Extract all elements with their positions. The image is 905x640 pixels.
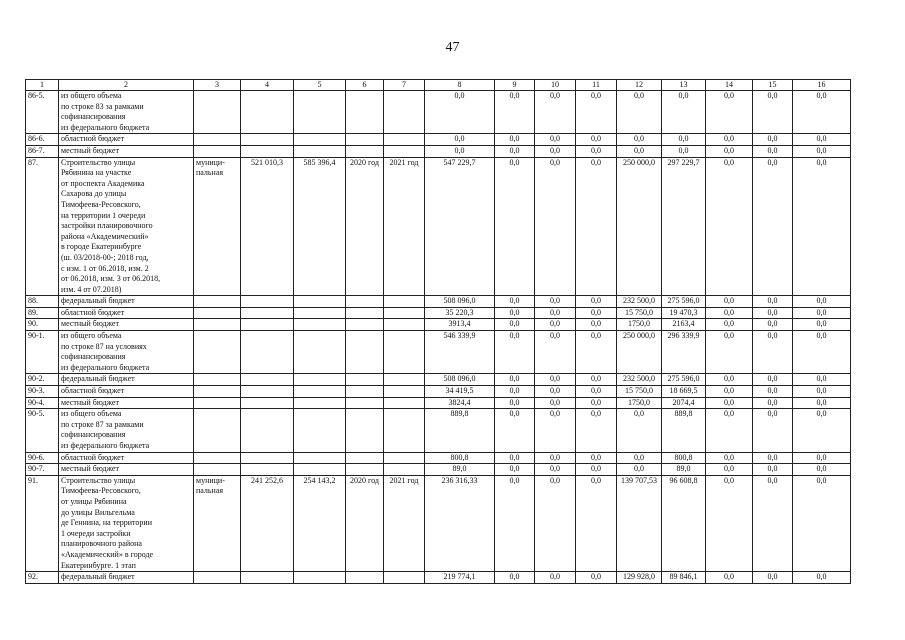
amount-col9: 0,0 bbox=[495, 572, 535, 584]
estimated-cost-current bbox=[294, 91, 346, 134]
estimated-cost bbox=[241, 397, 294, 409]
amount-col10: 0,0 bbox=[535, 397, 576, 409]
estimated-cost-current bbox=[294, 397, 346, 409]
total-amount: 889,8 bbox=[425, 409, 495, 452]
amount-col10: 0,0 bbox=[535, 91, 576, 134]
amount-col11: 0,0 bbox=[576, 386, 617, 398]
amount-col14: 0,0 bbox=[706, 307, 753, 319]
amount-col15: 0,0 bbox=[753, 296, 793, 308]
column-number: 12 bbox=[617, 80, 662, 91]
item-description: федеральный бюджет bbox=[59, 572, 194, 584]
end-year bbox=[384, 134, 425, 146]
start-year bbox=[346, 134, 384, 146]
amount-col13: 296 339,9 bbox=[662, 331, 706, 374]
total-amount: 547 229,7 bbox=[425, 157, 495, 296]
total-amount: 0,0 bbox=[425, 145, 495, 157]
table-row bbox=[26, 157, 851, 296]
ownership-type bbox=[194, 307, 241, 319]
table-row bbox=[26, 307, 851, 319]
ownership-type bbox=[194, 134, 241, 146]
amount-col13: 889,8 bbox=[662, 409, 706, 452]
amount-col14: 0,0 bbox=[706, 397, 753, 409]
amount-col9: 0,0 bbox=[495, 331, 535, 374]
ownership-type bbox=[194, 464, 241, 476]
total-amount: 546 339,9 bbox=[425, 331, 495, 374]
table-row bbox=[26, 374, 851, 386]
amount-col13: 275 596,0 bbox=[662, 296, 706, 308]
amount-col13: 18 669,5 bbox=[662, 386, 706, 398]
start-year bbox=[346, 397, 384, 409]
table-row bbox=[26, 331, 851, 374]
estimated-cost-current bbox=[294, 386, 346, 398]
amount-col13: 0,0 bbox=[662, 91, 706, 134]
item-description: местный бюджет bbox=[59, 397, 194, 409]
row-number: 92. bbox=[26, 572, 59, 584]
table-row bbox=[26, 452, 851, 464]
item-description: местный бюджет bbox=[59, 464, 194, 476]
amount-col9: 0,0 bbox=[495, 307, 535, 319]
amount-col12: 129 928,0 bbox=[617, 572, 662, 584]
amount-col14: 0,0 bbox=[706, 452, 753, 464]
column-number: 10 bbox=[535, 80, 576, 91]
amount-col13: 89 846,1 bbox=[662, 572, 706, 584]
amount-col10: 0,0 bbox=[535, 464, 576, 476]
amount-col15: 0,0 bbox=[753, 91, 793, 134]
amount-col15: 0,0 bbox=[753, 319, 793, 331]
amount-col13: 19 470,3 bbox=[662, 307, 706, 319]
table-row bbox=[26, 145, 851, 157]
amount-col16: 0,0 bbox=[793, 157, 851, 296]
end-year bbox=[384, 452, 425, 464]
end-year bbox=[384, 296, 425, 308]
amount-col16: 0,0 bbox=[793, 397, 851, 409]
amount-col10: 0,0 bbox=[535, 452, 576, 464]
estimated-cost-current bbox=[294, 452, 346, 464]
amount-col14: 0,0 bbox=[706, 134, 753, 146]
amount-col14: 0,0 bbox=[706, 319, 753, 331]
estimated-cost bbox=[241, 572, 294, 584]
table-row bbox=[26, 464, 851, 476]
amount-col15: 0,0 bbox=[753, 145, 793, 157]
estimated-cost bbox=[241, 331, 294, 374]
ownership-type bbox=[194, 296, 241, 308]
row-number: 86-5. bbox=[26, 91, 59, 134]
amount-col12: 0,0 bbox=[617, 409, 662, 452]
estimated-cost-current: 254 143,2 bbox=[294, 475, 346, 571]
estimated-cost: 521 010,3 bbox=[241, 157, 294, 296]
estimated-cost bbox=[241, 145, 294, 157]
amount-col10: 0,0 bbox=[535, 409, 576, 452]
amount-col15: 0,0 bbox=[753, 134, 793, 146]
estimated-cost bbox=[241, 464, 294, 476]
end-year bbox=[384, 572, 425, 584]
ownership-type bbox=[194, 386, 241, 398]
start-year bbox=[346, 145, 384, 157]
start-year bbox=[346, 319, 384, 331]
amount-col13: 0,0 bbox=[662, 134, 706, 146]
row-number: 86-7. bbox=[26, 145, 59, 157]
column-number-row bbox=[26, 80, 851, 91]
item-description: из общего объема по строке 87 за рамками софинансирования из федерального бюджета bbox=[59, 409, 194, 452]
amount-col16: 0,0 bbox=[793, 475, 851, 571]
amount-col10: 0,0 bbox=[535, 157, 576, 296]
amount-col11: 0,0 bbox=[576, 134, 617, 146]
amount-col10: 0,0 bbox=[535, 572, 576, 584]
total-amount: 236 316,33 bbox=[425, 475, 495, 571]
start-year: 2020 год bbox=[346, 475, 384, 571]
table-row bbox=[26, 319, 851, 331]
amount-col11: 0,0 bbox=[576, 475, 617, 571]
estimated-cost bbox=[241, 307, 294, 319]
ownership-type bbox=[194, 145, 241, 157]
total-amount: 3824,4 bbox=[425, 397, 495, 409]
amount-col12: 0,0 bbox=[617, 452, 662, 464]
amount-col12: 1750,0 bbox=[617, 397, 662, 409]
amount-col12: 0,0 bbox=[617, 464, 662, 476]
estimated-cost-current bbox=[294, 296, 346, 308]
end-year bbox=[384, 145, 425, 157]
amount-col11: 0,0 bbox=[576, 464, 617, 476]
table-row bbox=[26, 475, 851, 571]
amount-col13: 96 608,8 bbox=[662, 475, 706, 571]
start-year bbox=[346, 374, 384, 386]
amount-col10: 0,0 bbox=[535, 145, 576, 157]
start-year bbox=[346, 386, 384, 398]
amount-col12: 0,0 bbox=[617, 145, 662, 157]
amount-col9: 0,0 bbox=[495, 374, 535, 386]
table-row bbox=[26, 397, 851, 409]
total-amount: 0,0 bbox=[425, 91, 495, 134]
amount-col10: 0,0 bbox=[535, 331, 576, 374]
column-number: 1 bbox=[26, 80, 59, 91]
item-description: областной бюджет bbox=[59, 386, 194, 398]
amount-col9: 0,0 bbox=[495, 464, 535, 476]
item-description: федеральный бюджет bbox=[59, 374, 194, 386]
amount-col16: 0,0 bbox=[793, 409, 851, 452]
start-year bbox=[346, 464, 384, 476]
ownership-type bbox=[194, 452, 241, 464]
item-description: областной бюджет bbox=[59, 134, 194, 146]
total-amount: 3913,4 bbox=[425, 319, 495, 331]
amount-col11: 0,0 bbox=[576, 307, 617, 319]
ownership-type bbox=[194, 397, 241, 409]
column-number: 9 bbox=[495, 80, 535, 91]
amount-col13: 89,0 bbox=[662, 464, 706, 476]
row-number: 90-2. bbox=[26, 374, 59, 386]
amount-col9: 0,0 bbox=[495, 134, 535, 146]
amount-col11: 0,0 bbox=[576, 91, 617, 134]
amount-col9: 0,0 bbox=[495, 397, 535, 409]
estimated-cost bbox=[241, 319, 294, 331]
end-year bbox=[384, 409, 425, 452]
amount-col12: 232 500,0 bbox=[617, 374, 662, 386]
amount-col12: 250 000,0 bbox=[617, 331, 662, 374]
estimated-cost-current bbox=[294, 134, 346, 146]
column-number: 14 bbox=[706, 80, 753, 91]
total-amount: 0,0 bbox=[425, 134, 495, 146]
ownership-type bbox=[194, 331, 241, 374]
amount-col16: 0,0 bbox=[793, 307, 851, 319]
amount-col12: 15 750,0 bbox=[617, 307, 662, 319]
estimated-cost-current bbox=[294, 145, 346, 157]
amount-col14: 0,0 bbox=[706, 475, 753, 571]
amount-col16: 0,0 bbox=[793, 374, 851, 386]
amount-col10: 0,0 bbox=[535, 134, 576, 146]
row-number: 90-4. bbox=[26, 397, 59, 409]
estimated-cost-current bbox=[294, 374, 346, 386]
estimated-cost-current bbox=[294, 319, 346, 331]
amount-col15: 0,0 bbox=[753, 409, 793, 452]
item-description: Строительство улицы Тимофеева-Ресовского, от улицы Рябинина до улицы Вильгельма де Геннина, на территории 1 очереди застройки планировочного района «Академический» в городе Екатеринбурге. 1 этап bbox=[59, 475, 194, 571]
amount-col10: 0,0 bbox=[535, 296, 576, 308]
total-amount: 508 096,0 bbox=[425, 374, 495, 386]
amount-col16: 0,0 bbox=[793, 331, 851, 374]
table-body bbox=[26, 91, 851, 584]
amount-col11: 0,0 bbox=[576, 452, 617, 464]
amount-col11: 0,0 bbox=[576, 157, 617, 296]
total-amount: 35 220,3 bbox=[425, 307, 495, 319]
amount-col14: 0,0 bbox=[706, 386, 753, 398]
amount-col11: 0,0 bbox=[576, 572, 617, 584]
amount-col9: 0,0 bbox=[495, 452, 535, 464]
total-amount: 219 774,1 bbox=[425, 572, 495, 584]
start-year bbox=[346, 572, 384, 584]
amount-col12: 139 707,53 bbox=[617, 475, 662, 571]
column-number: 5 bbox=[294, 80, 346, 91]
amount-col12: 1750,0 bbox=[617, 319, 662, 331]
budget-table bbox=[25, 79, 851, 584]
amount-col9: 0,0 bbox=[495, 475, 535, 571]
estimated-cost bbox=[241, 386, 294, 398]
amount-col11: 0,0 bbox=[576, 145, 617, 157]
ownership-type: муници- пальная bbox=[194, 475, 241, 571]
amount-col14: 0,0 bbox=[706, 409, 753, 452]
end-year: 2021 год bbox=[384, 475, 425, 571]
amount-col13: 2074,4 bbox=[662, 397, 706, 409]
amount-col11: 0,0 bbox=[576, 374, 617, 386]
amount-col13: 0,0 bbox=[662, 145, 706, 157]
amount-col9: 0,0 bbox=[495, 386, 535, 398]
amount-col12: 15 750,0 bbox=[617, 386, 662, 398]
amount-col16: 0,0 bbox=[793, 464, 851, 476]
amount-col16: 0,0 bbox=[793, 145, 851, 157]
estimated-cost: 241 252,6 bbox=[241, 475, 294, 571]
amount-col15: 0,0 bbox=[753, 475, 793, 571]
column-number: 4 bbox=[241, 80, 294, 91]
amount-col15: 0,0 bbox=[753, 464, 793, 476]
table-row bbox=[26, 134, 851, 146]
amount-col12: 0,0 bbox=[617, 91, 662, 134]
amount-col16: 0,0 bbox=[793, 134, 851, 146]
amount-col16: 0,0 bbox=[793, 452, 851, 464]
ownership-type bbox=[194, 374, 241, 386]
estimated-cost-current bbox=[294, 464, 346, 476]
total-amount: 89,0 bbox=[425, 464, 495, 476]
item-description: из общего объема по строке 83 за рамками софинансирования из федерального бюджета bbox=[59, 91, 194, 134]
amount-col10: 0,0 bbox=[535, 307, 576, 319]
amount-col15: 0,0 bbox=[753, 386, 793, 398]
amount-col11: 0,0 bbox=[576, 409, 617, 452]
amount-col13: 275 596,0 bbox=[662, 374, 706, 386]
amount-col9: 0,0 bbox=[495, 145, 535, 157]
amount-col13: 800,8 bbox=[662, 452, 706, 464]
amount-col16: 0,0 bbox=[793, 386, 851, 398]
start-year bbox=[346, 331, 384, 374]
amount-col12: 232 500,0 bbox=[617, 296, 662, 308]
end-year bbox=[384, 331, 425, 374]
end-year bbox=[384, 319, 425, 331]
end-year bbox=[384, 91, 425, 134]
table-row bbox=[26, 386, 851, 398]
ownership-type bbox=[194, 319, 241, 331]
ownership-type: муници- пальная bbox=[194, 157, 241, 296]
start-year bbox=[346, 409, 384, 452]
estimated-cost bbox=[241, 452, 294, 464]
amount-col11: 0,0 bbox=[576, 397, 617, 409]
amount-col14: 0,0 bbox=[706, 157, 753, 296]
row-number: 89. bbox=[26, 307, 59, 319]
total-amount: 800,8 bbox=[425, 452, 495, 464]
amount-col14: 0,0 bbox=[706, 145, 753, 157]
amount-col15: 0,0 bbox=[753, 157, 793, 296]
amount-col15: 0,0 bbox=[753, 452, 793, 464]
amount-col15: 0,0 bbox=[753, 572, 793, 584]
amount-col14: 0,0 bbox=[706, 91, 753, 134]
column-number: 8 bbox=[425, 80, 495, 91]
estimated-cost-current: 585 396,4 bbox=[294, 157, 346, 296]
end-year bbox=[384, 397, 425, 409]
amount-col9: 0,0 bbox=[495, 409, 535, 452]
column-number: 16 bbox=[793, 80, 851, 91]
row-number: 90-5. bbox=[26, 409, 59, 452]
estimated-cost bbox=[241, 134, 294, 146]
column-number: 7 bbox=[384, 80, 425, 91]
end-year bbox=[384, 374, 425, 386]
amount-col11: 0,0 bbox=[576, 319, 617, 331]
column-number: 2 bbox=[59, 80, 194, 91]
amount-col14: 0,0 bbox=[706, 374, 753, 386]
estimated-cost bbox=[241, 409, 294, 452]
item-description: областной бюджет bbox=[59, 307, 194, 319]
table-row bbox=[26, 91, 851, 134]
table-row bbox=[26, 572, 851, 584]
amount-col14: 0,0 bbox=[706, 464, 753, 476]
start-year bbox=[346, 91, 384, 134]
estimated-cost-current bbox=[294, 409, 346, 452]
start-year bbox=[346, 452, 384, 464]
total-amount: 34 419,5 bbox=[425, 386, 495, 398]
estimated-cost-current bbox=[294, 307, 346, 319]
start-year bbox=[346, 307, 384, 319]
row-number: 88. bbox=[26, 296, 59, 308]
column-number: 13 bbox=[662, 80, 706, 91]
amount-col13: 297 229,7 bbox=[662, 157, 706, 296]
amount-col11: 0,0 bbox=[576, 331, 617, 374]
row-number: 87. bbox=[26, 157, 59, 296]
ownership-type bbox=[194, 572, 241, 584]
item-description: местный бюджет bbox=[59, 145, 194, 157]
amount-col14: 0,0 bbox=[706, 296, 753, 308]
end-year bbox=[384, 307, 425, 319]
item-description: областной бюджет bbox=[59, 452, 194, 464]
amount-col9: 0,0 bbox=[495, 157, 535, 296]
total-amount: 508 096,0 bbox=[425, 296, 495, 308]
column-number: 6 bbox=[346, 80, 384, 91]
row-number: 90-1. bbox=[26, 331, 59, 374]
column-number: 3 bbox=[194, 80, 241, 91]
ownership-type bbox=[194, 91, 241, 134]
amount-col9: 0,0 bbox=[495, 296, 535, 308]
estimated-cost bbox=[241, 91, 294, 134]
item-description: Строительство улицы Рябинина на участке от проспекта Академика Сахарова до улицы Тимофеева-Ресовского, на территории 1 очереди застройки планировочного района «Академический» в городе Екатеринбурге (ш. 03/2018-00-; 2018 год, с изм. 1 от 06.2018, изм. 2 от 06.2018, изм. 3 от 06.2018, изм. 4 от 07.2018) bbox=[59, 157, 194, 296]
amount-col16: 0,0 bbox=[793, 91, 851, 134]
amount-col14: 0,0 bbox=[706, 331, 753, 374]
amount-col10: 0,0 bbox=[535, 374, 576, 386]
amount-col15: 0,0 bbox=[753, 374, 793, 386]
amount-col12: 0,0 bbox=[617, 134, 662, 146]
item-description: из общего объема по строке 87 на условиях софинансирования из федерального бюджета bbox=[59, 331, 194, 374]
row-number: 86-6. bbox=[26, 134, 59, 146]
amount-col16: 0,0 bbox=[793, 572, 851, 584]
amount-col11: 0,0 bbox=[576, 296, 617, 308]
amount-col15: 0,0 bbox=[753, 397, 793, 409]
row-number: 90-7. bbox=[26, 464, 59, 476]
amount-col10: 0,0 bbox=[535, 475, 576, 571]
amount-col10: 0,0 bbox=[535, 319, 576, 331]
table-row bbox=[26, 409, 851, 452]
row-number: 90-6. bbox=[26, 452, 59, 464]
start-year bbox=[346, 296, 384, 308]
amount-col9: 0,0 bbox=[495, 319, 535, 331]
estimated-cost-current bbox=[294, 572, 346, 584]
table-row bbox=[26, 296, 851, 308]
column-number: 15 bbox=[753, 80, 793, 91]
amount-col16: 0,0 bbox=[793, 319, 851, 331]
amount-col15: 0,0 bbox=[753, 331, 793, 374]
amount-col14: 0,0 bbox=[706, 572, 753, 584]
estimated-cost-current bbox=[294, 331, 346, 374]
row-number: 90. bbox=[26, 319, 59, 331]
item-description: местный бюджет bbox=[59, 319, 194, 331]
end-year: 2021 год bbox=[384, 157, 425, 296]
ownership-type bbox=[194, 409, 241, 452]
amount-col10: 0,0 bbox=[535, 386, 576, 398]
amount-col13: 2163,4 bbox=[662, 319, 706, 331]
start-year: 2020 год bbox=[346, 157, 384, 296]
end-year bbox=[384, 464, 425, 476]
end-year bbox=[384, 386, 425, 398]
estimated-cost bbox=[241, 374, 294, 386]
amount-col15: 0,0 bbox=[753, 307, 793, 319]
column-number: 11 bbox=[576, 80, 617, 91]
amount-col16: 0,0 bbox=[793, 296, 851, 308]
row-number: 90-3. bbox=[26, 386, 59, 398]
page-number: 47 bbox=[445, 40, 460, 55]
amount-col9: 0,0 bbox=[495, 91, 535, 134]
estimated-cost bbox=[241, 296, 294, 308]
item-description: федеральный бюджет bbox=[59, 296, 194, 308]
row-number: 91. bbox=[26, 475, 59, 571]
amount-col12: 250 000,0 bbox=[617, 157, 662, 296]
